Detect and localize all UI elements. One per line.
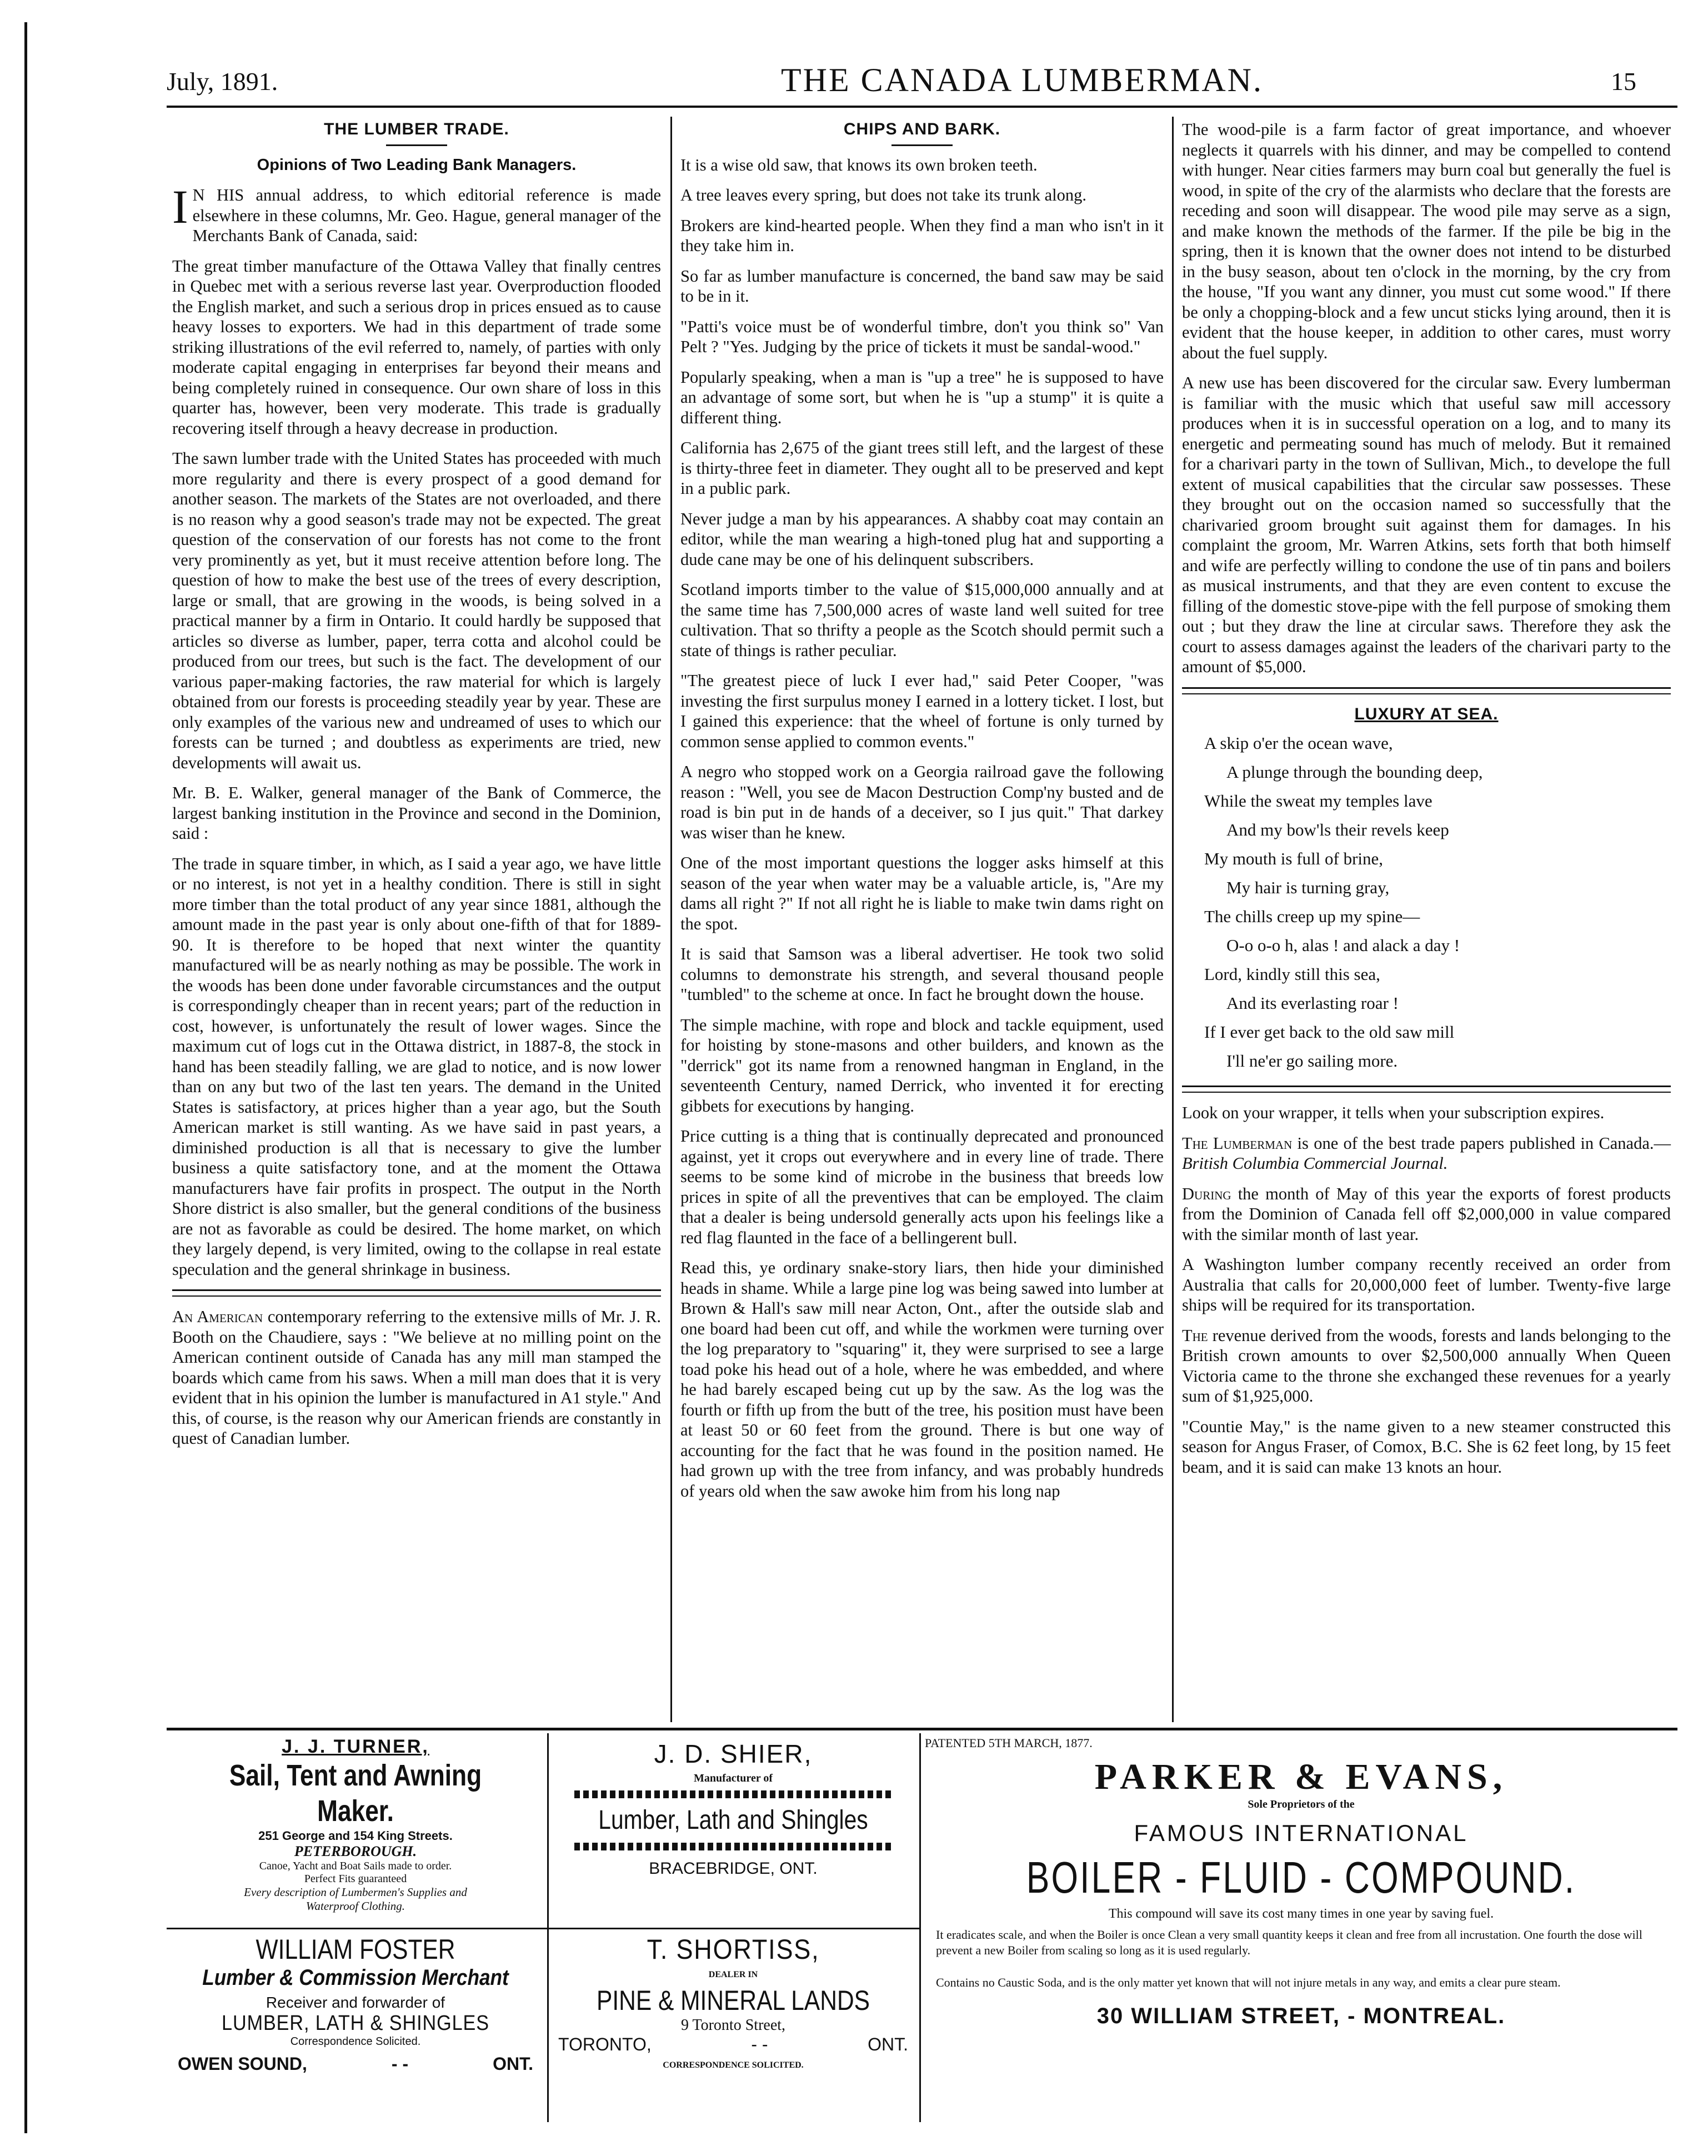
heading-rule bbox=[386, 144, 447, 146]
ad-line: This compound will save its cost many times in one year by saving fuel. bbox=[1108, 1907, 1494, 1921]
poem bbox=[1182, 729, 1671, 1076]
ad-patent: PATENTED 5TH MARCH, 1877. bbox=[925, 1736, 1093, 1750]
masthead-rule bbox=[167, 106, 1677, 108]
paragraph: The great timber manufacture of the Ottawa Valley that finally centres in Quebec met with a serious reverse last year. Overproduction flooded the English market, and such a serious drop in prices ensued as to cause heavy losses to exporters. We had in this department of trade some striking illustrations of the evil referred to, namely, of parties with only moderate capital engaging in enterprises far beyond their means and being completely ruined in consequence. Our own share of loss in this quarter has, however, been very moderate. This trade is gradually recovering itself through a heavy decrease in production. bbox=[172, 256, 661, 438]
left-margin-rule bbox=[24, 22, 27, 2133]
paragraph: The Lumberman is one of the best trade papers published in Canada.—British Columbia Commercial Journal. bbox=[1182, 1133, 1671, 1173]
paragraph: The revenue derived from the woods, forests and lands belonging to the British crown amounts to over $2,500,000 annually When Queen Victoria came to the throne she exchanged these revenues for a yearly sum of $1,925,000. bbox=[1182, 1325, 1671, 1405]
chips-item: "Patti's voice must be of wonderful timbre, don't you think so" Van Pelt ? "Yes. Judging by the price of tickets it must be sandal-wood." bbox=[680, 317, 1164, 356]
ads-top-rule bbox=[167, 1728, 1677, 1730]
chips-item: Never judge a man by his appearances. A shabby coat may contain an editor, while the man wearing a high-toned plug hat and supporting a dude cane may be one of his delinquent subscribers. bbox=[680, 509, 1164, 569]
ad-address: 30 WILLIAM STREET, - MONTREAL. bbox=[1096, 2004, 1506, 2028]
ad-famous: FAMOUS INTERNATIONAL bbox=[1134, 1820, 1469, 1846]
ad-foster bbox=[167, 1933, 544, 2074]
ads-mid-rule bbox=[167, 1928, 919, 1929]
ad-line: Receiver and forwarder of bbox=[266, 1994, 445, 2011]
chips-item: Read this, ye ordinary snake-story liars, then hide your diminished heads in shame. While a large pine log was being sawed into lumber at Brown & Hall's saw mill near Acton, Ont., after the outside slab and one board had been cut off, and while the workmen were turning over the log preparatory to "squaring" it, they were surprised to see a large toad poke his head out of a hole, where he was embedded, and where he had barely escaped being cut up by the saw. As the log was the fourth or fifth up from the butt of the tree, his position must have been at least 50 or 60 feet from the ground. There is but one way of accounting for the fact that he was found in the position named. He had grown up with the tree from infancy, and was probably hundreds of years old when the saw awoke him from his long nap bbox=[680, 1258, 1164, 1500]
paragraph: The trade in square timber, in which, as I said a year ago, we have little or no interest, is not yet in a healthy condition. There is still in sight more timber than the total product of any year since 1881, although the amount made in the past year is only about one-fifth of that for 1889-90. It is therefore to be hoped that next winter the quantity manufactured will be as nearly nothing as may be possible. The work in the woods has been done under favorable circumstances and the output is correspondingly cheaper than in recent years; part of the reduction in cost, however, is unfortunately the result of lower wages. Since the maximum cut of logs cut in the Ottawa district, in 1887-8, the stock in hand has been steadily falling, we are glad to notice, and is now lower than on any but two of the last ten years. The demand in the United States is satisfactory, at prices higher than a year ago, but the South American market is still wanting. As we have said in past years, a diminished production is all that is necessary to give the lumber business a quite satisfactory tone, and at the moment the Ottawa manufacturers have fair profits in prospect. The output in the North Shore district is also smaller, but the general conditions of the business are not as favorable as could be desired. The home market, on which they largely depend, is very limited, owing to the collapse in real estate speculation and the general shrinkage in business. bbox=[172, 854, 661, 1279]
masthead-title: THE CANADA LUMBERMAN. bbox=[780, 62, 1264, 98]
ad-line: It eradicates scale, and when the Boiler is once Clean a very small quantity keeps it clean and free from all incrustation. One fourth the dose will prevent a new Boiler from scaling so long as it is used regularly. bbox=[936, 1928, 1642, 1957]
section-rule bbox=[1182, 687, 1671, 694]
paragraph-list bbox=[680, 155, 1164, 1502]
column-chips-and-bark bbox=[680, 119, 1164, 1511]
section-rule bbox=[172, 1289, 661, 1297]
article-subheading: Opinions of Two Leading Bank Managers. bbox=[257, 156, 577, 174]
ad-city-line: TORONTO, - - ONT. bbox=[558, 2034, 908, 2054]
poem-line: I'll ne'er go sailing more. bbox=[1226, 1051, 1398, 1071]
ornament-rule bbox=[574, 1843, 892, 1850]
ad-city: PETERBOROUGH. bbox=[294, 1843, 417, 1859]
chips-item: Popularly speaking, when a man is "up a tree" he is supposed to have an advantage of some sort, but when he is "up a stump" it is quite a different thing. bbox=[680, 367, 1164, 427]
poem-line: A skip o'er the ocean wave, bbox=[1204, 733, 1393, 753]
paragraph: Look on your wrapper, it tells when your subscription expires. bbox=[1182, 1103, 1605, 1122]
ad-parker-evans bbox=[925, 1736, 1677, 2029]
column-lumber-trade bbox=[172, 119, 661, 1459]
paragraph: I N HIS annual address, to which editorial reference is made elsewhere in these columns, Mr. Geo. Hague, general manager of the Merchants Bank of Canada, said: bbox=[172, 180, 661, 245]
ad-address: 251 George and 154 King Streets. bbox=[258, 1829, 453, 1843]
paragraph: The sawn lumber trade with the United States has proceeded with much more regularity and there is every prospect of a good demand for another season. The markets of the States are not overloaded, and there is no reason why a good season's trade may not be expected. The great question of the conservation of our forests has not come to the front very prominently as yet, but it must receive attention before long. The question of how to make the best use of the trees of every description, large or small, that are growing in the woods, is being solved in a practical manner by a firm in Ontario. It could hardly be supposed that articles so diverse as lumber, paper, terra cotta and alcohol could be produced from our trees, but such is the fact. The development of our various paper-making factories, the raw material for which is largely obtained from our forests is proceeding steadily year by year. These are only examples of the various new and undreamed of uses to which our forests can be turned ; and doubtless as experiments are tried, new developments will await us. bbox=[172, 449, 661, 772]
paragraph: Mr. B. E. Walker, general manager of the Bank of Commerce, the largest banking institution in the Province and second in the Dominion, said : bbox=[172, 783, 661, 843]
ad-shier bbox=[553, 1739, 914, 1878]
poem-title: LUXURY AT SEA. bbox=[1354, 704, 1499, 723]
column-divider-2 bbox=[1172, 117, 1174, 1722]
poem-line: A plunge through the bounding deep, bbox=[1226, 762, 1483, 782]
poem-line: O-o o-o h, alas ! and alack a day ! bbox=[1226, 936, 1460, 955]
page-number: 15 bbox=[1611, 67, 1636, 96]
chips-item: It is a wise old saw, that knows its own broken teeth. bbox=[680, 155, 1038, 174]
ad-shortiss bbox=[553, 1933, 914, 2070]
ad-product: Lumber, Lath and Shingles bbox=[598, 1805, 868, 1835]
ad-name: J. J. TURNER, bbox=[282, 1736, 429, 1757]
column-divider-1 bbox=[670, 117, 672, 1722]
poem-line: And my bow'ls their revels keep bbox=[1226, 820, 1449, 839]
paragraph: During the month of May of this year the exports of forest products from the Dominion of Canada fell off $2,000,000 in value compared with the similar month of last year. bbox=[1182, 1184, 1671, 1244]
paragraph: A Washington lumber company recently received an order from Australia that calls for 20,000,000 feet of lumber. Twenty-five large ships will be required for its transportation. bbox=[1182, 1255, 1671, 1314]
chips-item: California has 2,675 of the giant trees still left, and the largest of these is thirty-three feet in diameter. They ought all to be preserved and kept in a public park. bbox=[680, 438, 1164, 498]
paragraph: The wood-pile is a farm factor of great importance, and whoever neglects it quarrels with his dinner, and may be compelled to contend with hunger. Near cities farmers may burn coal but generally the fuel is wood, in spite of the cry of the alarmists who declare that the forests are receding and soon will disappear. The wood pile may serve as a sign, and make known the methods of the farmer. If the pile be big in the spring, then it is known that the owner does not intend to be disturbed in the busy season, about ten o'clock in the morning, by the cry from the house, "If you want any dinner, you must cut some wood." If there be only a chopping-block and a few uncut sticks lying around, then it is evident that the house keeper, in addition to other cares, must worry about the fuel supply. bbox=[1182, 120, 1671, 362]
ad-line: Perfect Fits guaranteed bbox=[304, 1873, 407, 1885]
poem-line: The chills creep up my spine— bbox=[1204, 907, 1420, 926]
article-heading: THE LUMBER TRADE. bbox=[324, 120, 509, 138]
chips-item: So far as lumber manufacture is concerned, the band saw may be said to be in it. bbox=[680, 266, 1164, 306]
chips-item: One of the most important questions the logger asks himself at this season of the year when water may be a valuable article, is, "Are my dams all right ?" If not all right he is liable to make twin dams right on the spot. bbox=[680, 853, 1164, 933]
paragraph: "Countie May," is the name given to a new steamer constructed this season for Angus Fraser, of Comox, B.C. She is 62 feet long, by 15 feet beam, and it is said can make 13 knots an hour. bbox=[1182, 1417, 1671, 1477]
ad-title: Lumber & Commission Merchant bbox=[202, 1965, 509, 1990]
column-misc bbox=[1182, 119, 1671, 1487]
paragraph: A new use has been discovered for the circular saw. Every lumberman is familiar with the music which that useful saw mill accessory produces when it is in successful operation on a log, and to many its energetic and permeating sound has much of melody. But it remained for a charivari party in the town of Sullivan, Mich., to develope the full extent of musical capabilities that the circular saw possesses. These they brought out on the occasion named so successfully that the charivaried groom brought suit against them for damages. In his complaint the groom, Mr. Warren Atkins, sets forth that both himself and wife are perfectly willing to condone the use of tin pans and boilers as musical instruments, and that they are even content to excuse the filling of the domestic stove-pipe with the fell purpose of smoking them out ; but they draw the line at circular saws. Therefore they ask the court to assess damages against the leaders of the charivari party to the amount of $5,000. bbox=[1182, 373, 1671, 676]
chips-item: "The greatest piece of luck I ever had," said Peter Cooper, "was investing the first surpulus money I earned in a lottery ticket. I lost, but I gained this experience: that the wheel of fortune is only turned by common sense applied to common events." bbox=[680, 671, 1164, 751]
poem-line: My hair is turning gray, bbox=[1226, 878, 1390, 897]
drop-cap: I bbox=[172, 180, 188, 233]
ads-divider-2 bbox=[919, 1733, 921, 2122]
ad-address: 9 Toronto Street, bbox=[680, 2017, 786, 2034]
ad-product: BOILER - FLUID - COMPOUND. bbox=[1026, 1853, 1576, 1902]
poem-line: While the sweat my temples lave bbox=[1204, 791, 1432, 811]
chips-item: Brokers are kind-hearted people. When they find a man who isn't in it they take him in. bbox=[680, 216, 1164, 255]
ad-name: PARKER & EVANS, bbox=[1094, 1757, 1508, 1797]
ad-name: J. D. SHIER, bbox=[654, 1739, 813, 1768]
ad-city-line: OWEN SOUND, - - ONT. bbox=[178, 2054, 533, 2074]
ad-product: LUMBER, LATH & SHINGLES bbox=[222, 2012, 489, 2035]
ad-product: PINE & MINERAL LANDS bbox=[596, 1985, 870, 2016]
heading-rule bbox=[891, 144, 953, 146]
ornament-rule bbox=[574, 1790, 892, 1798]
paragraph: An American contemporary referring to the extensive mills of Mr. J. R. Booth on the Chaudiere, says : "We believe at no milling point on the American continent outside of Canada has any mill man stamped the boards which came from his saws. When a mill man does that it is very evident that in his opinion the lumber is manufactured in A1 style." And this, of course, is the reason why our American friends are constantly in quest of Canadian lumber. bbox=[172, 1307, 661, 1448]
poem-line: My mouth is full of brine, bbox=[1204, 849, 1384, 868]
ad-line: Contains no Caustic Soda, and is the only matter yet known that will not injure metals in any way, and emits a clear pure steam. bbox=[936, 1975, 1561, 1989]
chips-item: A tree leaves every spring, but does not take its trunk along. bbox=[680, 186, 1086, 204]
ad-title: Sail, Tent and Awning Maker. bbox=[229, 1759, 482, 1828]
ad-line: Canoe, Yacht and Boat Sails made to order. bbox=[259, 1860, 452, 1872]
ad-corr: Correspondence Solicited. bbox=[290, 2035, 421, 2048]
ad-line: Every description of Lumbermen's Supplies and Waterproof Clothing. bbox=[244, 1885, 467, 1913]
poem-line: If I ever get back to the old saw mill bbox=[1204, 1022, 1455, 1042]
ad-sub: Manufacturer of bbox=[693, 1772, 773, 1784]
section-rule bbox=[1182, 1085, 1671, 1093]
ad-sole: Sole Proprietors of the bbox=[1248, 1798, 1355, 1810]
ad-sub: DEALER IN bbox=[708, 1970, 758, 1979]
ad-turner bbox=[167, 1736, 544, 1913]
poem-line: And its everlasting roar ! bbox=[1226, 993, 1399, 1013]
chips-item: Scotland imports timber to the value of $15,000,000 annually and at the same time has 7,500,000 acres of waste land well suited for tree cultivation. That so thrifty a people as the Scotch should permit such a state of things is rather peculiar. bbox=[680, 580, 1164, 660]
chips-item: A negro who stopped work on a Georgia railroad gave the following reason : "Well, you see de Macon Destruction Comp'ny busted and de road is bin put in de hands of a deceiver, so I jus quit." That darkey was wiser than he knew. bbox=[680, 762, 1164, 842]
ad-corr: CORRESPONDENCE SOLICITED. bbox=[663, 2060, 804, 2070]
chips-item: Price cutting is a thing that is continually deprecated and pronounced against, yet it crops out everywhere and in every line of trade. There seems to be some kind of microbe in the business that breeds low prices in spite of all the preventives that can be employed. The claim that a dealer is being undersold generally acts upon his feelings like a red flag flaunted in the face of a bellingerent bull. bbox=[680, 1127, 1164, 1247]
article-heading: CHIPS AND BARK. bbox=[843, 120, 1001, 138]
ad-name: WILLIAM FOSTER bbox=[256, 1934, 455, 1965]
issue-date: July, 1891. bbox=[167, 67, 278, 96]
ad-name: T. SHORTISS, bbox=[647, 1934, 820, 1965]
ad-city: BRACEBRIDGE, ONT. bbox=[649, 1859, 818, 1878]
chips-item: The simple machine, with rope and block and tackle equipment, used for hoisting by stone-masons and other builders, and known as the "derrick" got its name from a renowned hangman in England, in the seventeenth Century, named Derrick, who invented it for erecting gibbets for executions by hanging. bbox=[680, 1015, 1164, 1115]
poem-line: Lord, kindly still this sea, bbox=[1204, 964, 1380, 984]
chips-item: It is said that Samson was a liberal advertiser. He took two solid columns to demonstrate his strength, and several thousand people "tumbled" to the scheme at once. In fact he brought down the house. bbox=[680, 944, 1164, 1004]
